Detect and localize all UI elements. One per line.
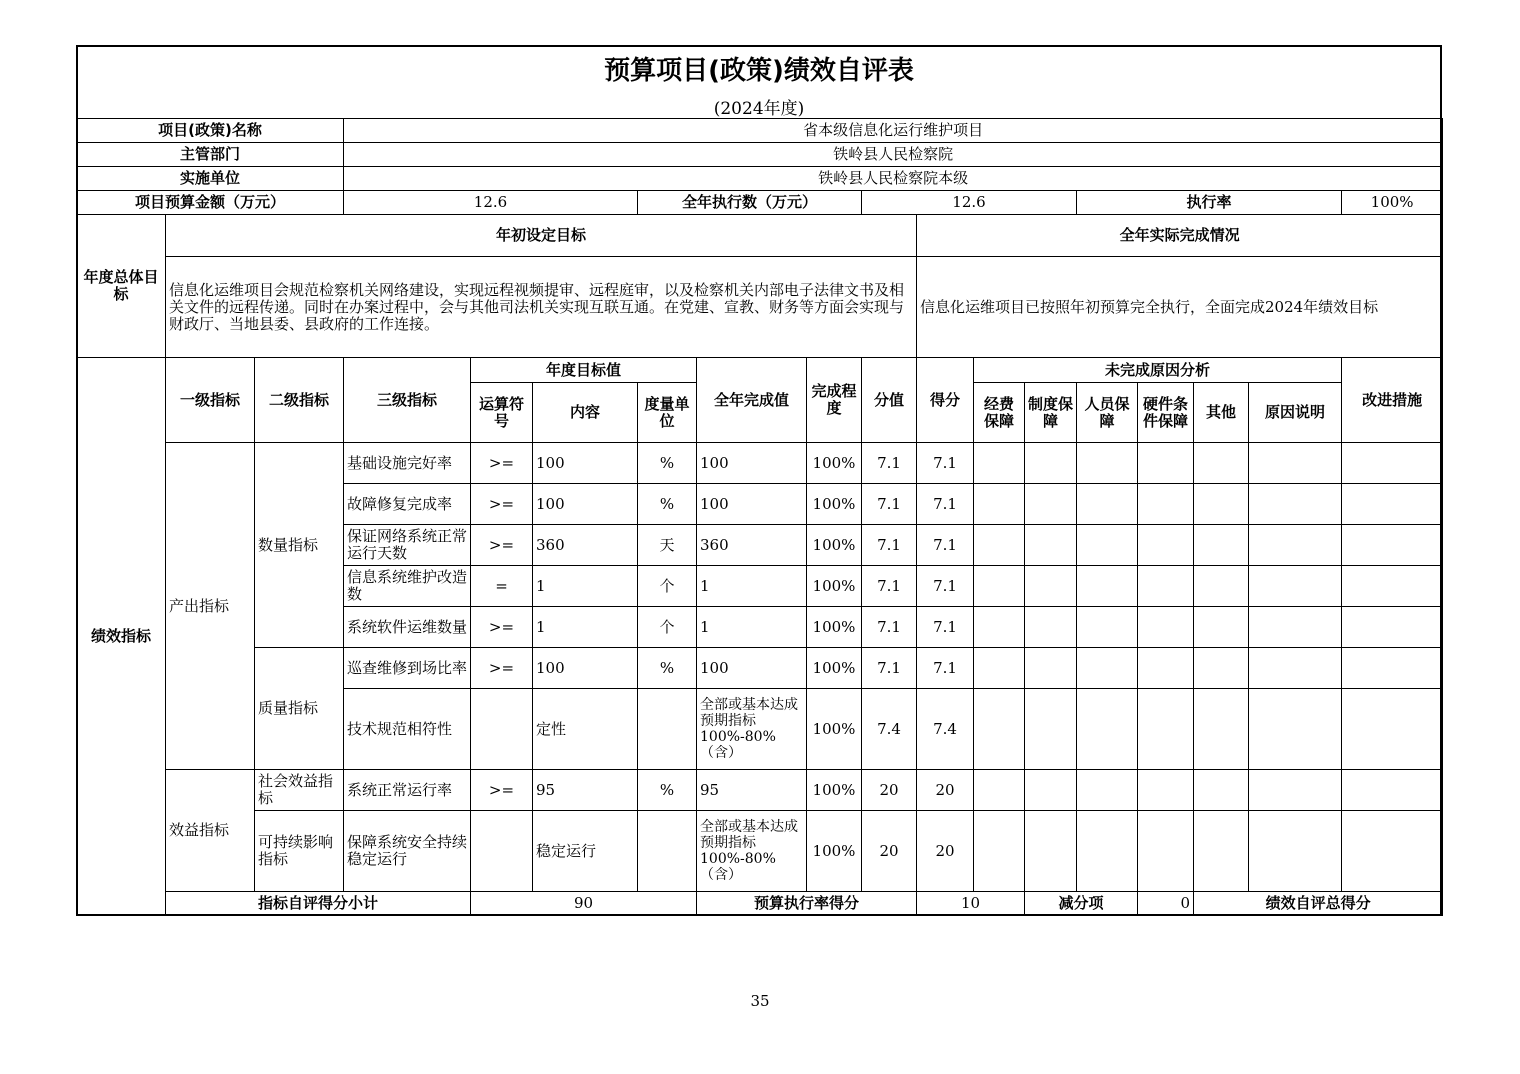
page-subtitle: (2024年度)	[713, 99, 805, 119]
level1-benefit: 效益指标	[166, 770, 255, 892]
evaluation-table	[76, 118, 1443, 916]
unit-value: 铁岭县人民检察院本级	[344, 167, 1443, 191]
goal-label: 年度总体目标	[77, 215, 166, 358]
actual-cell: 1	[697, 566, 807, 607]
header-degree: 完成程度	[807, 358, 862, 443]
actual-cell: 1	[697, 607, 807, 648]
header-level1: 一级指标	[166, 358, 255, 443]
got-cell: 20	[917, 770, 974, 811]
content-cell: 1	[533, 607, 638, 648]
degree-cell: 100%	[807, 443, 862, 484]
header-score: 分值	[862, 358, 917, 443]
actual-cell: 100	[697, 648, 807, 689]
goal-set-header: 年初设定目标	[166, 215, 917, 257]
unit-cell: 天	[638, 525, 697, 566]
header-reason-system: 制度保障	[1025, 383, 1077, 443]
content-cell: 定性	[533, 689, 638, 770]
subtotal-value: 90	[471, 892, 697, 916]
page-title: 预算项目(政策)绩效自评表	[604, 56, 914, 86]
indicator-name: 系统正常运行率	[344, 770, 471, 811]
degree-cell: 100%	[807, 811, 862, 892]
content-cell: 100	[533, 648, 638, 689]
indicator-name: 故障修复完成率	[344, 484, 471, 525]
executed-value: 12.6	[862, 191, 1077, 215]
indicator-name: 基础设施完好率	[344, 443, 471, 484]
budget-value: 12.6	[344, 191, 638, 215]
level1-output: 产出指标	[166, 443, 255, 770]
subtotal-label: 指标自评得分小计	[166, 892, 471, 916]
got-cell: 7.1	[917, 607, 974, 648]
operator-cell	[471, 689, 533, 770]
indicator-name: 系统软件运维数量	[344, 607, 471, 648]
actual-cell: 95	[697, 770, 807, 811]
table-row	[77, 811, 1443, 892]
header-level3: 三级指标	[344, 358, 471, 443]
score-cell: 7.1	[862, 525, 917, 566]
score-cell: 7.1	[862, 648, 917, 689]
budget-label: 项目预算金额（万元）	[77, 191, 344, 215]
page-number: 35	[750, 992, 770, 1010]
actual-cell: 100	[697, 443, 807, 484]
content-cell: 100	[533, 484, 638, 525]
score-cell: 7.1	[862, 484, 917, 525]
degree-cell: 100%	[807, 607, 862, 648]
score-cell: 7.1	[862, 443, 917, 484]
total-label: 绩效自评总得分	[1194, 892, 1443, 916]
content-cell: 1	[533, 566, 638, 607]
unit-label: 实施单位	[77, 167, 344, 191]
degree-cell: 100%	[807, 689, 862, 770]
deduct-value: 0	[1138, 892, 1194, 916]
unit-cell: %	[638, 484, 697, 525]
level2-social: 社会效益指标	[255, 770, 344, 811]
got-cell: 7.4	[917, 689, 974, 770]
header-reason-staff: 人员保障	[1077, 383, 1138, 443]
degree-cell: 100%	[807, 525, 862, 566]
perf-label: 绩效指标	[77, 358, 166, 916]
operator-cell: >=	[471, 648, 533, 689]
header-actual: 全年完成值	[697, 358, 807, 443]
unit-cell: 个	[638, 566, 697, 607]
header-got: 得分	[917, 358, 974, 443]
content-cell: 360	[533, 525, 638, 566]
content-cell: 100	[533, 443, 638, 484]
table-row	[77, 770, 1443, 811]
rate-label: 执行率	[1077, 191, 1342, 215]
degree-cell: 100%	[807, 770, 862, 811]
operator-cell: =	[471, 566, 533, 607]
dept-value: 铁岭县人民检察院	[344, 143, 1443, 167]
deduct-label: 减分项	[1025, 892, 1138, 916]
degree-cell: 100%	[807, 484, 862, 525]
score-cell: 7.1	[862, 607, 917, 648]
degree-cell: 100%	[807, 648, 862, 689]
level2-quality: 质量指标	[255, 648, 344, 770]
operator-cell: >=	[471, 443, 533, 484]
indicator-name: 技术规范相符性	[344, 689, 471, 770]
project-name: 省本级信息化运行维护项目	[344, 119, 1443, 143]
actual-cell: 全部或基本达成预期指标100%-80%（含）	[697, 811, 807, 892]
header-level2: 二级指标	[255, 358, 344, 443]
goal-actual-text: 信息化运维项目已按照年初预算完全执行，全面完成2024年绩效目标	[917, 257, 1443, 358]
unit-cell: 个	[638, 607, 697, 648]
header-unit: 度量单位	[638, 383, 697, 443]
goal-set-text: 信息化运维项目会规范检察机关网络建设，实现远程视频提审、远程庭审，以及检察机关内部电子法律文书及相关文件的远程传递。同时在办案过程中，会与其他司法机关实现互联互通。在党建、宣教、财务等方面会实现与财政厅、当地县委、县政府的工作连接。	[166, 257, 917, 358]
score-cell: 7.4	[862, 689, 917, 770]
unit-cell: %	[638, 648, 697, 689]
indicator-name: 保障系统安全持续稳定运行	[344, 811, 471, 892]
content-cell: 稳定运行	[533, 811, 638, 892]
budget-score-value: 10	[917, 892, 1025, 916]
score-cell: 20	[862, 770, 917, 811]
unit-cell	[638, 689, 697, 770]
operator-cell: >=	[471, 770, 533, 811]
header-reason-explain: 原因说明	[1249, 383, 1342, 443]
level2-sustain: 可持续影响指标	[255, 811, 344, 892]
unit-cell: %	[638, 443, 697, 484]
executed-label: 全年执行数（万元）	[638, 191, 862, 215]
header-reason-hardware: 硬件条件保障	[1138, 383, 1194, 443]
content-cell: 95	[533, 770, 638, 811]
got-cell: 7.1	[917, 484, 974, 525]
budget-score-label: 预算执行率得分	[697, 892, 917, 916]
actual-cell: 360	[697, 525, 807, 566]
got-cell: 7.1	[917, 443, 974, 484]
score-cell: 20	[862, 811, 917, 892]
got-cell: 7.1	[917, 566, 974, 607]
indicator-name: 信息系统维护改造数	[344, 566, 471, 607]
actual-cell: 全部或基本达成预期指标100%-80%（含）	[697, 689, 807, 770]
header-operator: 运算符号	[471, 383, 533, 443]
header-reason-other: 其他	[1194, 383, 1249, 443]
got-cell: 7.1	[917, 525, 974, 566]
header-content: 内容	[533, 383, 638, 443]
indicator-name: 巡查维修到场比率	[344, 648, 471, 689]
rate-value: 100%	[1342, 191, 1443, 215]
score-cell: 7.1	[862, 566, 917, 607]
operator-cell	[471, 811, 533, 892]
operator-cell: >=	[471, 484, 533, 525]
actual-cell: 100	[697, 484, 807, 525]
table-row	[77, 443, 1443, 484]
header-target-group: 年度目标值	[471, 358, 697, 383]
unit-cell: %	[638, 770, 697, 811]
goal-actual-header: 全年实际完成情况	[917, 215, 1443, 257]
unit-cell	[638, 811, 697, 892]
got-cell: 7.1	[917, 648, 974, 689]
table-row	[77, 648, 1443, 689]
level2-quantity: 数量指标	[255, 443, 344, 648]
header-reason-fund: 经费保障	[974, 383, 1025, 443]
dept-label: 主管部门	[77, 143, 344, 167]
operator-cell: >=	[471, 607, 533, 648]
degree-cell: 100%	[807, 566, 862, 607]
operator-cell: >=	[471, 525, 533, 566]
indicator-name: 保证网络系统正常运行天数	[344, 525, 471, 566]
project-name-label: 项目(政策)名称	[77, 119, 344, 143]
header-reason-group: 未完成原因分析	[974, 358, 1342, 383]
got-cell: 20	[917, 811, 974, 892]
header-improve: 改进措施	[1342, 358, 1443, 443]
